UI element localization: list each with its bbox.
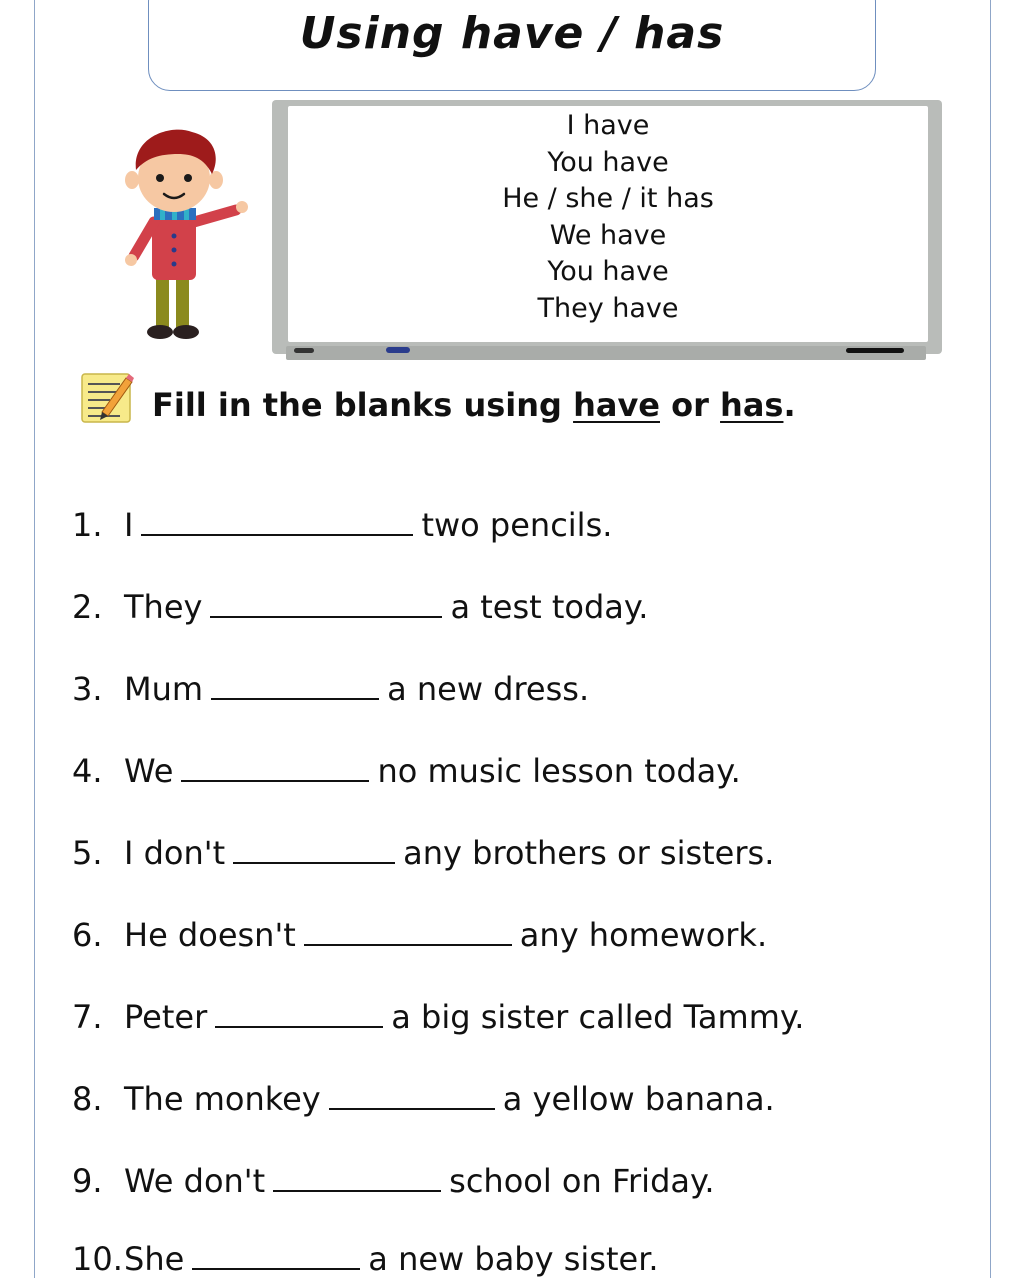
page-border-left xyxy=(34,0,35,1278)
exercise-item xyxy=(72,916,767,954)
exercise-number: 1. xyxy=(72,506,103,544)
instruction-prefix: Fill in the blanks using xyxy=(152,386,574,424)
eraser-icon xyxy=(386,347,410,353)
boy-illustration xyxy=(112,118,262,348)
exercise-item xyxy=(72,998,804,1036)
instruction-word-has: has xyxy=(720,386,784,424)
answer-blank[interactable] xyxy=(210,588,442,618)
board-line: They have xyxy=(537,292,679,324)
exercise-item xyxy=(72,1240,659,1278)
exercise-after: any homework. xyxy=(519,916,768,954)
answer-blank[interactable] xyxy=(304,916,512,946)
exercise-after: a big sister called Tammy. xyxy=(391,998,805,1036)
exercise-before: The monkey xyxy=(124,1080,321,1118)
exercise-number: 7. xyxy=(72,998,103,1036)
exercise-number: 3. xyxy=(72,670,103,708)
exercise-number: 10. xyxy=(72,1240,123,1278)
exercise-number: 2. xyxy=(72,588,103,626)
exercise-before: I xyxy=(124,506,134,544)
marker-icon xyxy=(294,348,314,353)
exercise-after: a new baby sister. xyxy=(368,1240,659,1278)
board-line: He / she / it has xyxy=(502,183,714,215)
exercise-item xyxy=(72,1162,715,1200)
exercise-number: 6. xyxy=(72,916,103,954)
exercise-after: any brothers or sisters. xyxy=(403,834,775,872)
exercise-after: no music lesson today. xyxy=(377,752,741,790)
exercise-before: I don't xyxy=(124,834,226,872)
exercise-before: They xyxy=(124,588,203,626)
answer-blank[interactable] xyxy=(329,1080,495,1110)
answer-blank[interactable] xyxy=(181,752,369,782)
board-line: I have xyxy=(566,110,650,141)
instruction-text xyxy=(152,386,796,424)
page-title: Using have / has xyxy=(299,8,725,59)
exercise-before: Mum xyxy=(124,670,204,708)
exercise-before: She xyxy=(124,1240,185,1278)
whiteboard-text xyxy=(288,108,928,328)
board-line: You have xyxy=(547,256,669,288)
exercise-before: We don't xyxy=(124,1162,266,1200)
exercise-after: two pencils. xyxy=(421,506,613,544)
exercise-after: school on Friday. xyxy=(449,1162,715,1200)
exercise-number: 8. xyxy=(72,1080,103,1118)
exercise-item xyxy=(72,506,612,544)
instruction-suffix: . xyxy=(783,386,796,424)
notepad-pencil-icon xyxy=(80,368,136,426)
exercise-number: 5. xyxy=(72,834,103,872)
exercise-after: a test today. xyxy=(450,588,649,626)
exercise-number: 9. xyxy=(72,1162,103,1200)
answer-blank[interactable] xyxy=(233,834,395,864)
exercise-item xyxy=(72,670,589,708)
answer-blank[interactable] xyxy=(215,998,383,1028)
exercise-item xyxy=(72,834,774,872)
instruction-middle: or xyxy=(660,386,721,424)
page-border-right xyxy=(990,0,991,1278)
answer-blank[interactable] xyxy=(192,1240,360,1270)
exercise-before: Peter xyxy=(124,998,208,1036)
exercise-before: We xyxy=(124,752,174,790)
exercise-item xyxy=(72,752,741,790)
exercise-before: He doesn't xyxy=(124,916,296,954)
marker-icon xyxy=(846,348,904,353)
whiteboard-tray xyxy=(286,346,926,360)
board-line: We have xyxy=(549,219,667,251)
exercise-item xyxy=(72,588,648,626)
exercise-number: 4. xyxy=(72,752,103,790)
answer-blank[interactable] xyxy=(211,670,379,700)
instruction-word-have: have xyxy=(573,386,660,424)
exercise-after: a new dress. xyxy=(387,670,590,708)
answer-blank[interactable] xyxy=(273,1162,441,1192)
exercise-item xyxy=(72,1080,775,1118)
answer-blank[interactable] xyxy=(141,506,413,536)
exercise-after: a yellow banana. xyxy=(502,1080,775,1118)
board-line: You have xyxy=(547,146,669,178)
